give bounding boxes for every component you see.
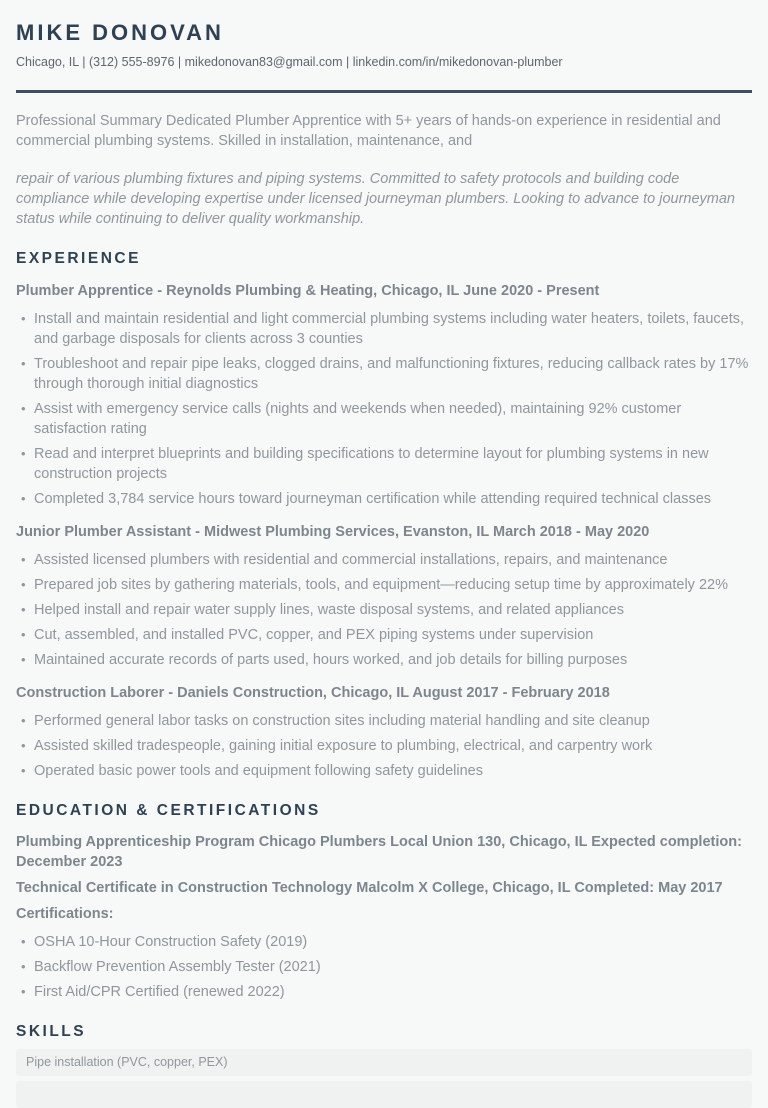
job-title-plumber-apprentice: Plumber Apprentice - Reynolds Plumbing & Heating, Chicago, IL June 2020 - Present: [16, 283, 600, 299]
skills-heading: SKILLS: [16, 1023, 87, 1040]
bullet-item: • Cut, assembled, and installed PVC, copper, and PEX piping systems under supervision: [34, 625, 752, 645]
job-bullet-list: [16, 711, 752, 781]
certification-item: • OSHA 10-Hour Construction Safety (2019): [34, 932, 752, 952]
bullet-item: • Assisted licensed plumbers with residential and commercial installations, repairs, and maintenance: [34, 550, 752, 570]
job-bullet-list: [16, 309, 752, 509]
bullet-item: • Performed general labor tasks on construction sites including material handling and site cleanup: [34, 711, 752, 731]
bullet-item: • Prepared job sites by gathering materials, tools, and equipment—reducing setup time by approximately 22%: [34, 575, 752, 595]
bullet-item: • Assisted skilled tradespeople, gaining initial exposure to plumbing, electrical, and carpentry work: [34, 736, 752, 756]
bullet-item: • Assist with emergency service calls (nights and weekends when needed), maintaining 92% customer satisfaction rating: [34, 399, 752, 439]
education-heading: EDUCATION & CERTIFICATIONS: [16, 802, 321, 819]
skill-item-label: Pipe installation (PVC, copper, PEX): [26, 1055, 228, 1069]
contact-line: Chicago, IL | (312) 555-8976 | mikedonovan83@gmail.com | linkedin.com/in/mikedonovan-plumber: [16, 55, 563, 69]
bullet-item: • Read and interpret blueprints and building specifications to determine layout for plumbing systems in new construction projects: [34, 444, 752, 484]
job-title-construction-laborer: Construction Laborer - Daniels Construction, Chicago, IL August 2017 - February 2018: [16, 685, 610, 701]
bullet-item: • Completed 3,784 service hours toward journeyman certification while attending required technical classes: [34, 489, 752, 509]
bullet-item: • Troubleshoot and repair pipe leaks, clogged drains, and malfunctioning fixtures, reducing callback rates by 17% through thorough initial diagnostics: [34, 354, 752, 394]
certification-item: • Backflow Prevention Assembly Tester (2021): [34, 957, 752, 977]
bullet-item: • Operated basic power tools and equipment following safety guidelines: [34, 761, 752, 781]
skill-item: [16, 1049, 752, 1076]
certification-list: [16, 932, 752, 1002]
summary-paragraph-1: Professional Summary Dedicated Plumber Apprentice with 5+ years of hands-on experience in residential and commercial plumbing systems. Skilled in installation, maintenance, and: [16, 113, 721, 149]
resume-name: MIKE DONOVAN: [16, 20, 224, 45]
education-entry-certificate: Technical Certificate in Construction Technology Malcolm X College, Chicago, IL Completed: May 2017: [16, 880, 723, 896]
education-entry-apprenticeship: Plumbing Apprenticeship Program Chicago Plumbers Local Union 130, Chicago, IL Expected completion: December 2023: [16, 834, 742, 870]
bullet-item: • Maintained accurate records of parts used, hours worked, and job details for billing purposes: [34, 650, 752, 670]
skill-item-partial: [16, 1081, 752, 1108]
job-bullet-list: [16, 550, 752, 670]
certifications-label: Certifications:: [16, 906, 114, 922]
bullet-item: • Install and maintain residential and light commercial plumbing systems including water heaters, toilets, faucets, and garbage disposals for clients across 3 counties: [34, 309, 752, 349]
experience-heading: EXPERIENCE: [16, 250, 141, 267]
header-divider: [16, 90, 752, 93]
bullet-item: • Helped install and repair water supply lines, waste disposal systems, and related appliances: [34, 600, 752, 620]
job-title-junior-plumber-assistant: Junior Plumber Assistant - Midwest Plumbing Services, Evanston, IL March 2018 - May 2020: [16, 524, 650, 540]
certification-item: • First Aid/CPR Certified (renewed 2022): [34, 982, 752, 1002]
summary-paragraph-2: repair of various plumbing fixtures and piping systems. Committed to safety protocols and building code compliance while developing expertise under licensed journeyman plumbers. Looking to advance to journeyman status while continuing to deliver quality workmanship.: [16, 171, 735, 227]
